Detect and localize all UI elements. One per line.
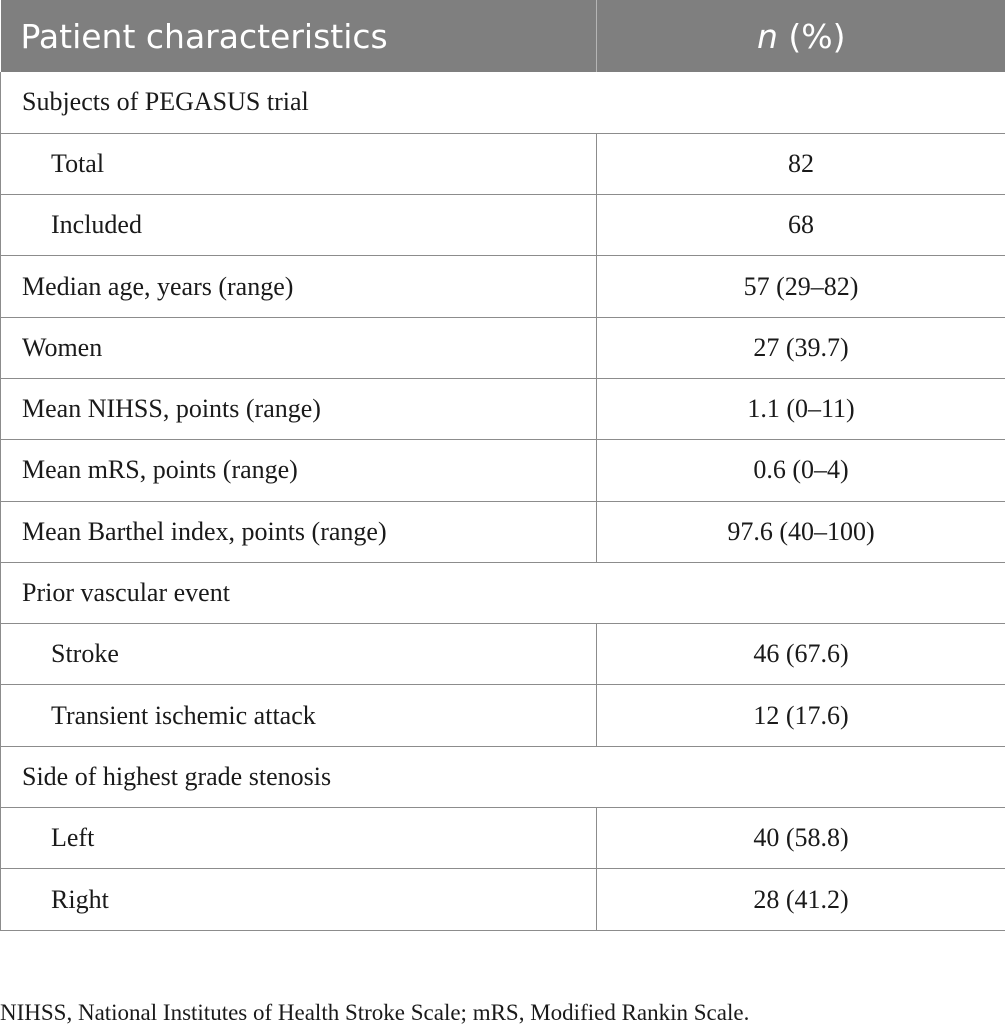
row-label: Stroke <box>1 624 597 685</box>
row-label: Right <box>1 869 597 930</box>
row-value: 57 (29–82) <box>597 256 1005 317</box>
table-footnote: NIHSS, National Institutes of Health Stroke Scale; mRS, Modified Rankin Scale. <box>0 1000 750 1025</box>
section-label: Prior vascular event <box>1 562 1005 623</box>
header-row <box>1 0 1005 72</box>
row-value: 46 (67.6) <box>597 624 1005 685</box>
header-n-percent <box>597 0 1005 72</box>
row-value: 68 <box>597 195 1005 256</box>
row-label: Women <box>1 317 597 378</box>
table-row <box>1 195 1005 256</box>
row-label: Total <box>1 133 597 194</box>
table-header <box>1 0 1005 72</box>
row-label: Left <box>1 808 597 869</box>
row-value: 82 <box>597 133 1005 194</box>
table-row <box>1 808 1005 869</box>
table-row <box>1 746 1005 807</box>
row-label: Included <box>1 195 597 256</box>
table-row <box>1 624 1005 685</box>
row-value: 1.1 (0–11) <box>597 378 1005 439</box>
header-patient-characteristics: Patient characteristics <box>1 0 597 72</box>
section-label: Side of highest grade stenosis <box>1 746 1005 807</box>
section-label: Subjects of PEGASUS trial <box>1 72 1005 133</box>
row-value: 12 (17.6) <box>597 685 1005 746</box>
table-row <box>1 72 1005 133</box>
row-value: 97.6 (40–100) <box>597 501 1005 562</box>
table-body <box>1 72 1005 930</box>
row-value: 40 (58.8) <box>597 808 1005 869</box>
row-label: Mean mRS, points (range) <box>1 440 597 501</box>
table-row <box>1 317 1005 378</box>
table-row <box>1 133 1005 194</box>
table-row <box>1 562 1005 623</box>
table-row <box>1 501 1005 562</box>
table-row <box>1 869 1005 930</box>
row-value: 28 (41.2) <box>597 869 1005 930</box>
table-row <box>1 378 1005 439</box>
row-value: 0.6 (0–4) <box>597 440 1005 501</box>
header-n-italic: n <box>756 16 778 56</box>
header-percent: (%) <box>777 16 846 56</box>
table-row <box>1 685 1005 746</box>
table-row <box>1 440 1005 501</box>
row-label: Mean Barthel index, points (range) <box>1 501 597 562</box>
row-label: Mean NIHSS, points (range) <box>1 378 597 439</box>
table-row <box>1 256 1005 317</box>
row-label: Transient ischemic attack <box>1 685 597 746</box>
row-label: Median age, years (range) <box>1 256 597 317</box>
row-value: 27 (39.7) <box>597 317 1005 378</box>
